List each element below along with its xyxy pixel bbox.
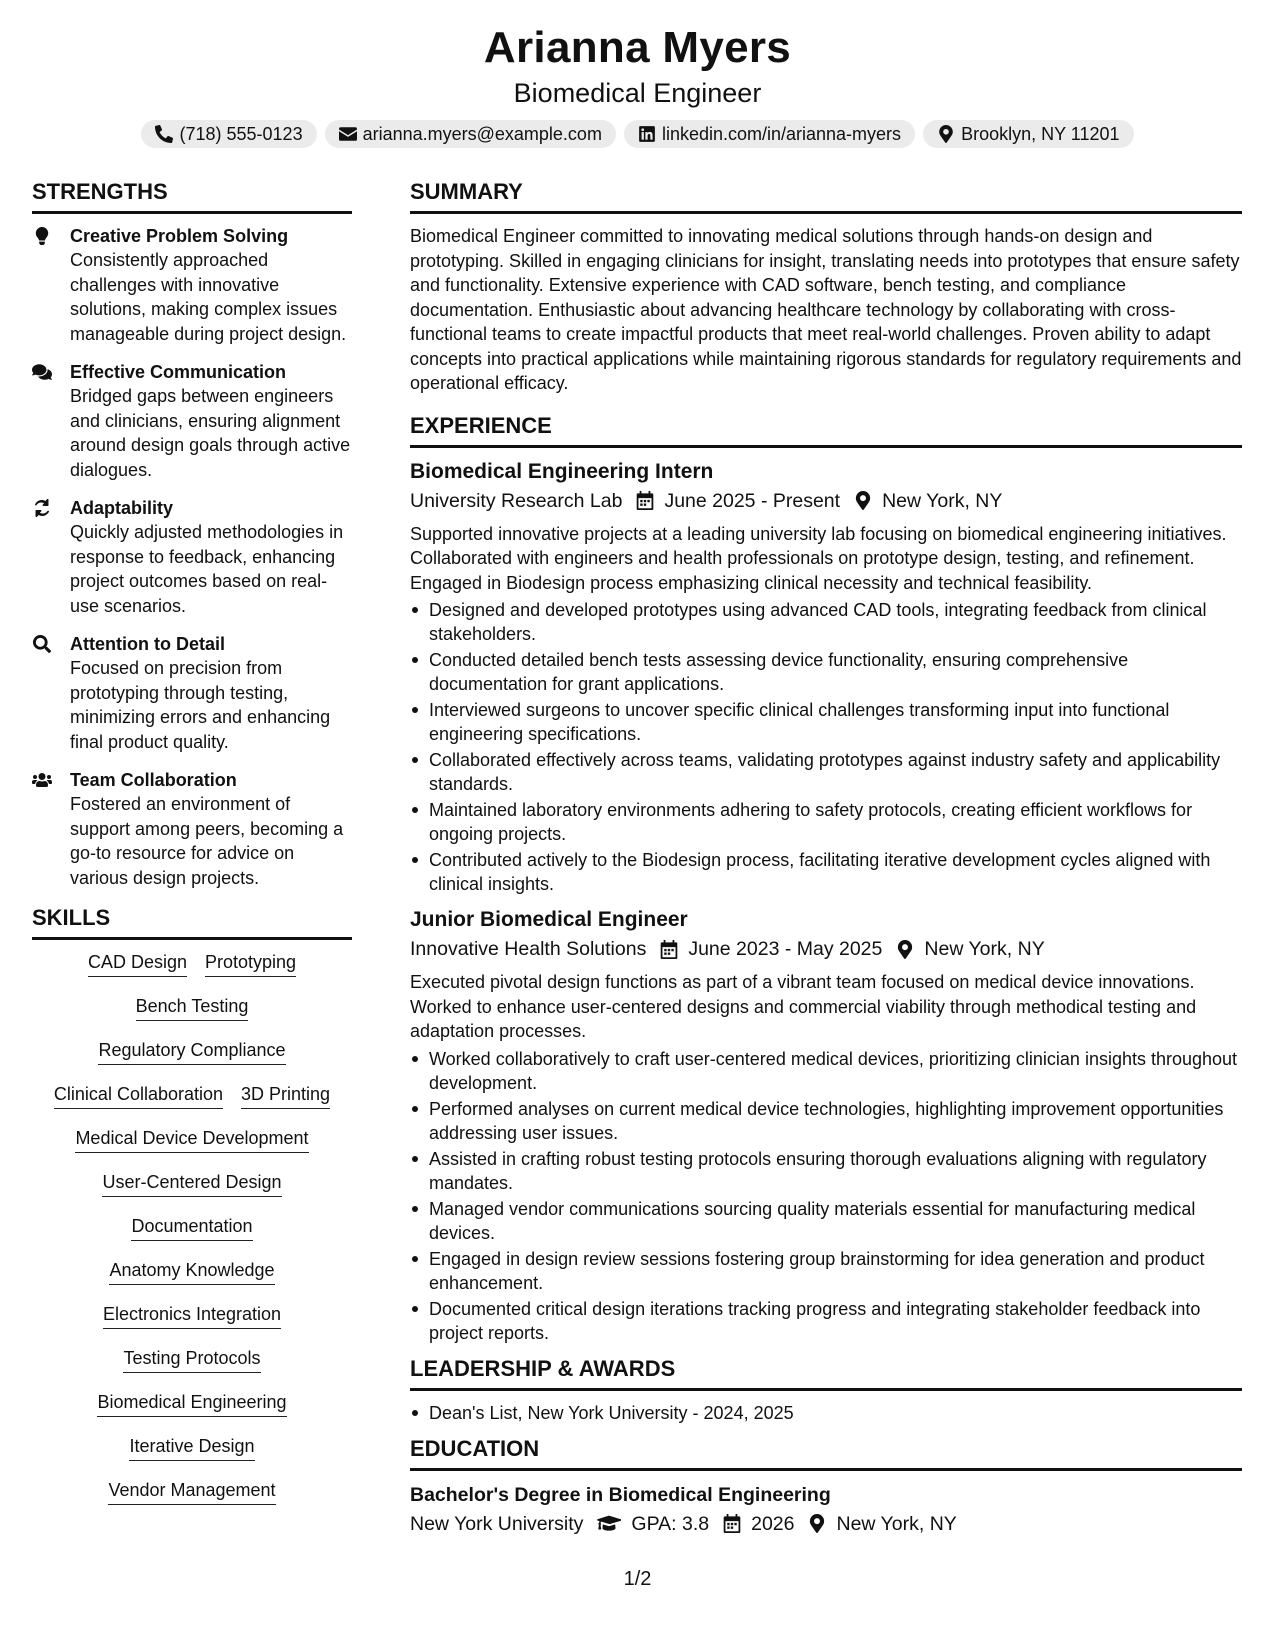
strength-title: Team Collaboration [70,770,237,790]
strength-item [32,496,352,618]
lightbulb-icon [32,227,52,245]
degree-title: Bachelor's Degree in Biomedical Engineering [410,1483,831,1506]
map-pin-icon [896,940,914,959]
job-meta [410,486,1242,516]
left-column [32,178,352,1522]
job-bullet: Documented critical design iterations tracking progress and integrating stakeholder feedback into project reports. [410,1297,1242,1345]
strength-desc: Focused on precision from prototyping through testing, minimizing errors and enhancing final product quality. [70,658,331,752]
job-meta [410,934,1242,964]
calendar-icon [660,940,678,959]
skill-tag: Anatomy Knowledge [109,1258,274,1285]
candidate-title: Biomedical Engineer [513,78,762,108]
calendar-icon [723,1514,741,1533]
contact-email-text: arianna.myers@example.com [362,123,602,144]
job-description: Supported innovative projects at a leading university lab focusing on biomedical engineering initiatives. Collaborated with engineers and health professionals on prototype design, testing, and refinement. Engaged in Biodesign process emphasizing clinical necessity and technical feasibility. [410,523,1227,593]
strength-desc: Bridged gaps between engineers and clinicians, ensuring alignment around design goals through active dialogues. [70,386,351,480]
strength-title: Effective Communication [70,362,287,382]
job-bullet: Collaborated effectively across teams, validating prototypes against industry safety and applicability standards. [410,748,1242,796]
job-bullet: Assisted in crafting robust testing protocols ensuring thorough evaluations aligning with regulatory mandates. [410,1147,1242,1195]
map-pin-icon [854,491,872,510]
job-location: New York, NY [882,489,1003,512]
school-name: New York University [410,1512,584,1535]
job-location: New York, NY [924,938,1045,960]
contact-location-text: Brooklyn, NY 11201 [961,123,1120,144]
skill-tag: Electronics Integration [103,1302,281,1329]
education-meta [410,1509,1242,1539]
strength-item [32,632,352,754]
strength-desc: Quickly adjusted methodologies in response to feedback, enhancing project outcomes based on real-use scenarios. [70,522,344,616]
job-bullet: Interviewed surgeons to uncover specific clinical challenges transforming input into functional engineering specifications. [410,698,1242,746]
map-pin-icon [937,125,955,143]
skill-tag: Bench Testing [136,994,249,1021]
contact-phone-text: (718) 555-0123 [179,123,303,144]
contact-bar [0,120,1275,148]
job-bullet: Conducted detailed bench tests assessing device functionality, ensuring comprehensive documentation for grant applications. [410,648,1242,696]
job-company: University Research Lab [410,489,623,512]
graduation-year: 2026 [751,1512,795,1535]
strengths-heading: STRENGTHS [32,178,352,214]
job-bullet: Maintained laboratory environments adhering to safety protocols, creating efficient workflows for ongoing projects. [410,798,1242,846]
envelope-icon [339,125,357,143]
skill-tag: 3D Printing [241,1082,330,1109]
strength-desc: Consistently approached challenges with innovative solutions, making complex issues manageable during project design. [70,250,347,344]
strength-item [32,224,352,346]
skills-list [32,950,352,1522]
job-bullet: Managed vendor communications sourcing quality materials essential for manufacturing medical devices. [410,1197,1242,1245]
skill-tag: Testing Protocols [123,1346,260,1373]
education-heading: EDUCATION [410,1435,1242,1471]
summary-text: Biomedical Engineer committed to innovating medical solutions through hands-on design and prototyping. Skilled in engaging clinicians for insight, translating needs into prototypes that ensure safety and functionality. Extensive experience with CAD software, bench testing, and compliance documentation. Enthusiastic about advancing healthcare technology by collaborating with cross-functional teams to create impactful products that meet real-world challenges. Proven ability to adapt concepts into practical applications while maintaining rigorous standards for regulatory requirements and operational efficacy. [410,226,1242,393]
job-entry [410,458,1242,897]
search-icon [32,635,52,653]
resume-header [0,22,1275,148]
skill-tag: Prototyping [205,950,296,977]
graduation-cap-icon [597,1514,621,1533]
contact-location [923,120,1133,148]
calendar-icon [636,491,654,510]
experience-heading: EXPERIENCE [410,412,1242,448]
job-dates: June 2025 - Present [664,489,841,512]
job-entry [410,906,1242,1345]
job-bullets [410,598,1242,896]
comments-icon [32,363,52,381]
strength-desc: Fostered an environment of support among peers, becoming a go-to resource for advice on various design projects. [70,794,344,888]
skill-tag: User-Centered Design [102,1170,281,1197]
job-bullet: Performed analyses on current medical device technologies, highlighting improvement opportunities addressing user issues. [410,1097,1242,1145]
leadership-heading: LEADERSHIP & AWARDS [410,1355,1242,1391]
contact-email[interactable] [325,120,616,148]
job-bullet: Engaged in design review sessions fostering group brainstorming for idea generation and product enhancement. [410,1247,1242,1295]
job-bullets [410,1047,1242,1345]
skill-tag: Biomedical Engineering [97,1390,286,1417]
skill-tag: Documentation [131,1214,252,1241]
leadership-list [410,1401,1242,1425]
summary-heading: SUMMARY [410,178,1242,214]
job-bullet: Designed and developed prototypes using advanced CAD tools, integrating feedback from clinical stakeholders. [410,598,1242,646]
education-location: New York, NY [836,1512,957,1535]
skills-heading: SKILLS [32,904,352,940]
right-column [410,178,1242,1545]
page-number: 1/2 [623,1568,652,1590]
skill-tag: Clinical Collaboration [54,1082,223,1109]
contact-phone[interactable] [141,120,316,148]
job-title: Biomedical Engineering Intern [410,459,714,483]
users-icon [32,771,52,789]
job-title: Junior Biomedical Engineer [410,908,688,931]
job-description: Executed pivotal design functions as part of a vibrant team focused on medical device innovations. Worked to enhance user-centered designs and commercial viability through methodical testing and adaptation processes. [410,972,1197,1041]
skill-tag: Regulatory Compliance [98,1038,285,1065]
skill-tag: Medical Device Development [75,1126,308,1153]
job-dates: June 2023 - May 2025 [688,938,883,960]
gpa: GPA: 3.8 [631,1512,710,1535]
skill-tag: CAD Design [88,950,187,977]
sync-icon [32,499,52,517]
job-bullet: Worked collaboratively to craft user-centered medical devices, prioritizing clinician insights throughout development. [410,1047,1242,1095]
leadership-item: Dean's List, New York University - 2024, 2025 [410,1401,1242,1425]
contact-linkedin-text: linkedin.com/in/arianna-myers [661,123,902,144]
contact-linkedin[interactable] [624,120,915,148]
job-bullet: Contributed actively to the Biodesign process, facilitating iterative development cycles aligned with clinical insights. [410,848,1242,896]
strength-item [32,360,352,482]
strength-item [32,768,352,890]
map-pin-icon [808,1514,826,1533]
skill-tag: Iterative Design [129,1434,254,1461]
skill-tag: Vendor Management [108,1478,275,1505]
candidate-name: Arianna Myers [483,23,792,72]
strength-title: Attention to Detail [70,634,225,654]
phone-icon [155,125,173,143]
strength-title: Creative Problem Solving [70,226,289,246]
job-company: Innovative Health Solutions [410,938,647,960]
linkedin-icon [638,125,656,143]
strength-title: Adaptability [70,498,174,518]
